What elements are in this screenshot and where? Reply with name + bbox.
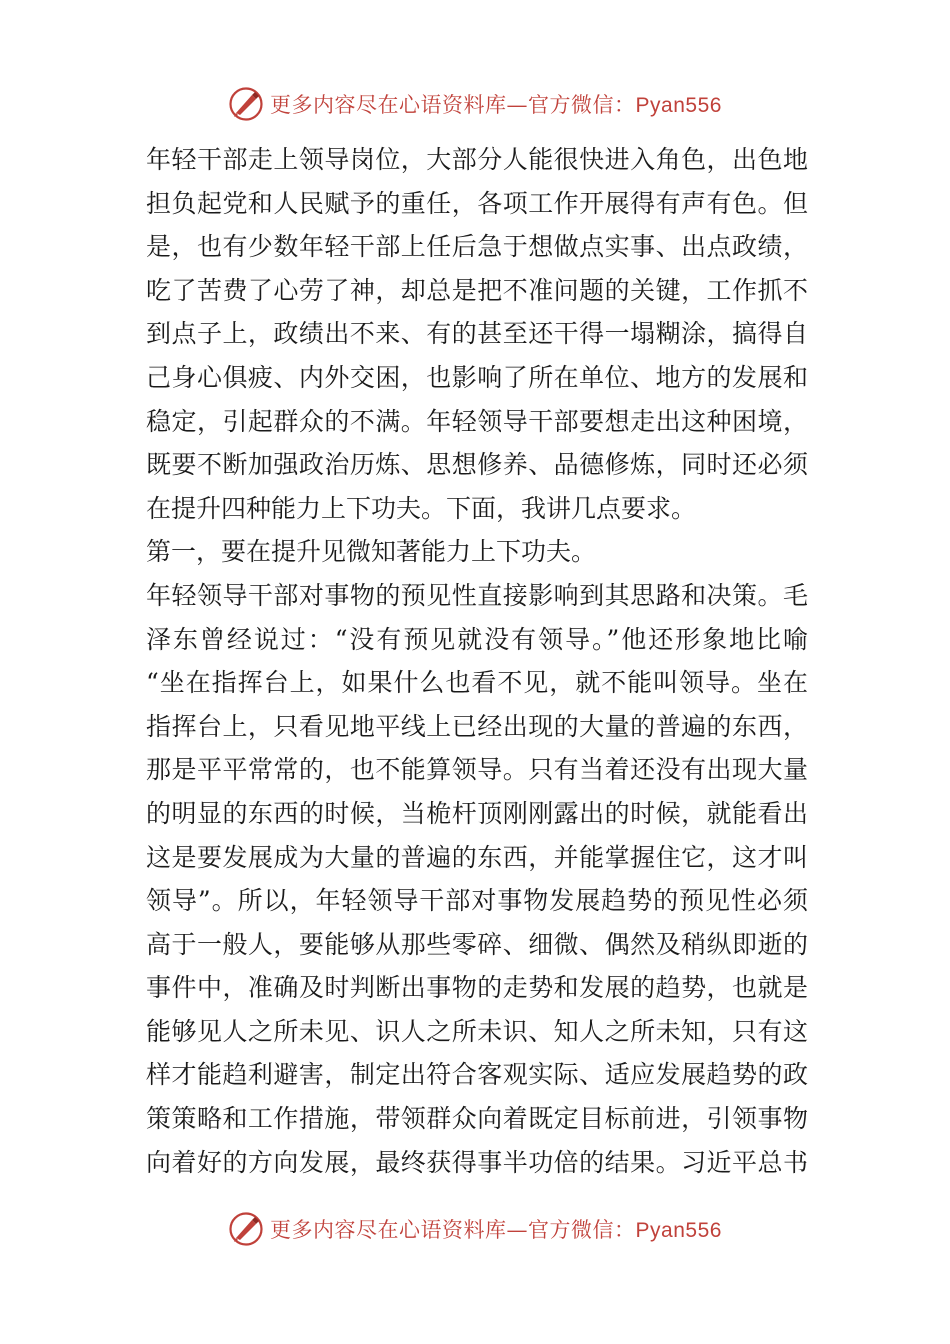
header-banner bbox=[0, 81, 950, 127]
text-line: 吃了苦费了心劳了神，却总是把不准问题的关键，工作抓不 bbox=[146, 275, 808, 305]
text-line: 既要不断加强政治历炼、思想修养、品德修炼，同时还必须 bbox=[146, 450, 808, 480]
text-line: 担负起党和人民赋予的重任，各项工作开展得有声有色。但 bbox=[146, 188, 808, 218]
text-line: 指挥台上，只看见地平线上已经出现的大量的普遍的东西， bbox=[146, 711, 808, 741]
text-line: 的明显的东西的时候，当桅杆顶刚刚露出的时候，就能看出 bbox=[146, 798, 808, 828]
footer-banner-label: 更多内容尽在心语资料库—官方微信： bbox=[270, 1218, 636, 1242]
text-line: 策策略和工作措施，带领群众向着既定目标前进，引领事物 bbox=[146, 1104, 808, 1134]
header-wechat-id: Pyan556 bbox=[635, 94, 722, 117]
text-line: 能够见人之所未见、识人之所未识、知人之所未知，只有这 bbox=[146, 1016, 808, 1046]
pen-logo-icon bbox=[228, 86, 264, 122]
text-line: 是，也有少数年轻干部上任后急于想做点实事、出点政绩， bbox=[146, 232, 808, 262]
text-line: 向着好的方向发展，最终获得事半功倍的结果。习近平总书 bbox=[146, 1147, 808, 1177]
text-line: 事件中，准确及时判断出事物的走势和发展的趋势，也就是 bbox=[146, 973, 808, 1003]
footer-banner-text bbox=[270, 1214, 722, 1244]
text-line: 己身心俱疲、内外交困，也影响了所在单位、地方的发展和 bbox=[146, 362, 808, 392]
text-line: 泽东曾经说过：“没有预见就没有领导。”他还形象地比喻 bbox=[146, 624, 808, 654]
text-line: 高于一般人，要能够从那些零碎、细微、偶然及稍纵即逝的 bbox=[146, 929, 808, 959]
footer-wechat-id: Pyan556 bbox=[635, 1219, 722, 1242]
text-line: 到点子上，政绩出不来、有的甚至还干得一塌糊涂，搞得自 bbox=[146, 319, 808, 349]
text-line: 样才能趋利避害，制定出符合客观实际、适应发展趋势的政 bbox=[146, 1060, 808, 1090]
pen-logo-icon bbox=[228, 1211, 264, 1247]
text-line: 年轻领导干部对事物的预见性直接影响到其思路和决策。毛 bbox=[146, 580, 808, 610]
text-line: 在提升四种能力上下功夫。下面，我讲几点要求。 bbox=[146, 493, 697, 523]
text-line: 领导”。所以，年轻领导干部对事物发展趋势的预见性必须 bbox=[146, 886, 808, 916]
text-line: 这是要发展成为大量的普遍的东西，并能掌握住它，这才叫 bbox=[146, 842, 808, 872]
text-line: “坐在指挥台上，如果什么也看不见，就不能叫领导。坐在 bbox=[146, 668, 808, 698]
section-heading: 第一，要在提升见微知著能力上下功夫。 bbox=[146, 537, 597, 567]
footer-banner bbox=[0, 1206, 950, 1252]
text-line: 稳定，引起群众的不满。年轻领导干部要想走出这种困境， bbox=[146, 406, 808, 436]
header-banner-text bbox=[270, 89, 722, 119]
document-body bbox=[146, 138, 808, 1184]
header-banner-label: 更多内容尽在心语资料库—官方微信： bbox=[270, 93, 636, 117]
text-line: 年轻干部走上领导岗位，大部分人能很快进入角色，出色地 bbox=[146, 145, 808, 174]
text-line: 那是平平常常的，也不能算领导。只有当着还没有出现大量 bbox=[146, 755, 808, 785]
